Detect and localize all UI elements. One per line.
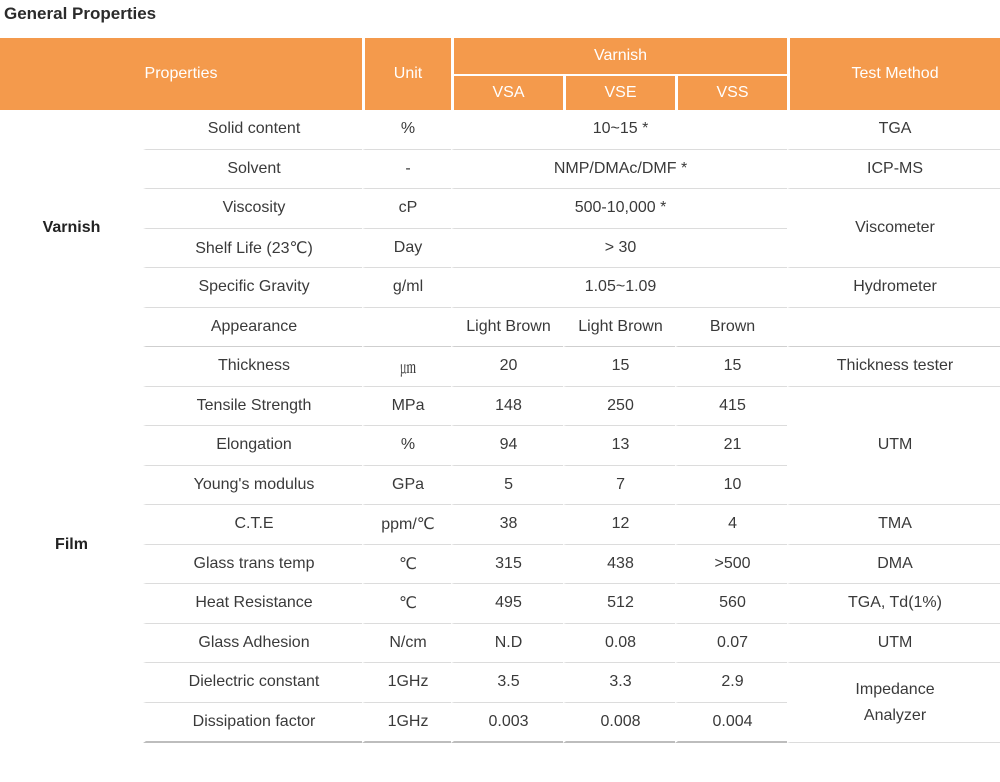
test-method-cell: TGA bbox=[787, 110, 1000, 150]
property-name: Tensile Strength bbox=[143, 387, 362, 427]
value-cell-vse: 512 bbox=[563, 584, 675, 624]
value-cell: 1.05~1.09 bbox=[451, 268, 787, 308]
value-cell-vse: 0.008 bbox=[563, 703, 675, 744]
unit-cell: cP bbox=[362, 189, 451, 229]
value-cell: 500-10,000 * bbox=[451, 189, 787, 229]
value-cell-vse: 438 bbox=[563, 545, 675, 585]
unit-cell: g/ml bbox=[362, 268, 451, 308]
property-name: Heat Resistance bbox=[143, 584, 362, 624]
value-cell-vse: 0.08 bbox=[563, 624, 675, 664]
value-cell: > 30 bbox=[451, 229, 787, 269]
property-name: C.T.E bbox=[143, 505, 362, 545]
value-cell-vsa: 5 bbox=[451, 466, 563, 506]
value-cell: 10~15 * bbox=[451, 110, 787, 150]
value-cell-vsa: N.D bbox=[451, 624, 563, 664]
property-name: Appearance bbox=[143, 308, 362, 348]
value-cell-vss: 15 bbox=[675, 347, 787, 387]
value-cell-vse: 3.3 bbox=[563, 663, 675, 703]
test-method-cell: Thickness tester bbox=[787, 347, 1000, 387]
page-title: General Properties bbox=[4, 4, 157, 23]
property-name: Elongation bbox=[143, 426, 362, 466]
value-cell-vsa: Light Brown bbox=[451, 308, 563, 348]
property-name: Viscosity bbox=[143, 189, 362, 229]
value-cell-vss: 21 bbox=[675, 426, 787, 466]
value-cell-vsa: 0.003 bbox=[451, 703, 563, 744]
value-cell-vss: Brown bbox=[675, 308, 787, 348]
value-cell-vse: 12 bbox=[563, 505, 675, 545]
table-row bbox=[0, 347, 1000, 387]
property-name: Solid content bbox=[143, 110, 362, 150]
unit-cell: ℃ bbox=[362, 584, 451, 624]
unit-cell: 1GHz bbox=[362, 663, 451, 703]
unit-cell: N/cm bbox=[362, 624, 451, 664]
unit-cell: % bbox=[362, 110, 451, 150]
unit-cell bbox=[362, 308, 451, 348]
value-cell-vss: 10 bbox=[675, 466, 787, 506]
value-cell-vse: 15 bbox=[563, 347, 675, 387]
group-label-varnish: Varnish bbox=[0, 110, 143, 347]
test-method-cell: UTM bbox=[787, 387, 1000, 506]
header-grade-vsa: VSA bbox=[451, 74, 563, 110]
value-cell-vsa: 495 bbox=[451, 584, 563, 624]
table-row bbox=[0, 545, 1000, 585]
value-cell-vss: 560 bbox=[675, 584, 787, 624]
test-method-cell bbox=[787, 663, 1000, 743]
table-row bbox=[0, 505, 1000, 545]
header-varnish: Varnish bbox=[451, 38, 787, 74]
value-cell-vss: >500 bbox=[675, 545, 787, 585]
property-name: Dissipation factor bbox=[143, 703, 362, 744]
test-method-cell: Hydrometer bbox=[787, 268, 1000, 308]
value-cell: NMP/DMAc/DMF * bbox=[451, 150, 787, 190]
unit-cell: ㎛ bbox=[362, 347, 451, 387]
unit-cell: MPa bbox=[362, 387, 451, 427]
table-row bbox=[0, 663, 1000, 703]
value-cell-vss: 0.004 bbox=[675, 703, 787, 744]
value-cell-vse: 250 bbox=[563, 387, 675, 427]
property-name: Glass Adhesion bbox=[143, 624, 362, 664]
property-name: Thickness bbox=[143, 347, 362, 387]
test-method-cell: UTM bbox=[787, 624, 1000, 664]
test-method-cell: Viscometer bbox=[787, 189, 1000, 268]
unit-cell: GPa bbox=[362, 466, 451, 506]
unit-cell: - bbox=[362, 150, 451, 190]
test-method-cell: ICP-MS bbox=[787, 150, 1000, 190]
value-cell-vsa: 20 bbox=[451, 347, 563, 387]
value-cell-vsa: 148 bbox=[451, 387, 563, 427]
value-cell-vse: Light Brown bbox=[563, 308, 675, 348]
test-method-cell: TMA bbox=[787, 505, 1000, 545]
unit-cell: ℃ bbox=[362, 545, 451, 585]
value-cell-vsa: 38 bbox=[451, 505, 563, 545]
header-unit: Unit bbox=[362, 38, 451, 110]
table-row bbox=[0, 189, 1000, 229]
test-method-cell bbox=[787, 308, 1000, 348]
value-cell-vsa: 3.5 bbox=[451, 663, 563, 703]
property-name: Young's modulus bbox=[143, 466, 362, 506]
value-cell-vsa: 315 bbox=[451, 545, 563, 585]
header-properties: Properties bbox=[0, 38, 362, 110]
unit-cell: Day bbox=[362, 229, 451, 269]
table-row bbox=[0, 387, 1000, 427]
table-row bbox=[0, 268, 1000, 308]
unit-cell: ppm/℃ bbox=[362, 505, 451, 545]
properties-table bbox=[0, 38, 1000, 743]
test-method-text: Impedance Analyzer bbox=[855, 680, 935, 724]
value-cell-vss: 4 bbox=[675, 505, 787, 545]
header-grade-vse: VSE bbox=[563, 74, 675, 110]
table-row bbox=[0, 624, 1000, 664]
table-row bbox=[0, 584, 1000, 624]
table-row bbox=[0, 308, 1000, 348]
property-name: Solvent bbox=[143, 150, 362, 190]
table-row bbox=[0, 110, 1000, 150]
table-row bbox=[0, 150, 1000, 190]
unit-cell: % bbox=[362, 426, 451, 466]
group-label-film: Film bbox=[0, 347, 143, 743]
header-test-method: Test Method bbox=[787, 38, 1000, 110]
value-cell-vse: 7 bbox=[563, 466, 675, 506]
property-name: Glass trans temp bbox=[143, 545, 362, 585]
property-name: Dielectric constant bbox=[143, 663, 362, 703]
header-grade-vss: VSS bbox=[675, 74, 787, 110]
value-cell-vss: 415 bbox=[675, 387, 787, 427]
value-cell-vse: 13 bbox=[563, 426, 675, 466]
value-cell-vss: 0.07 bbox=[675, 624, 787, 664]
unit-cell: 1GHz bbox=[362, 703, 451, 744]
test-method-cell: DMA bbox=[787, 545, 1000, 585]
property-name: Shelf Life (23℃) bbox=[143, 229, 362, 269]
value-cell-vss: 2.9 bbox=[675, 663, 787, 703]
property-name: Specific Gravity bbox=[143, 268, 362, 308]
value-cell-vsa: 94 bbox=[451, 426, 563, 466]
test-method-cell: TGA, Td(1%) bbox=[787, 584, 1000, 624]
